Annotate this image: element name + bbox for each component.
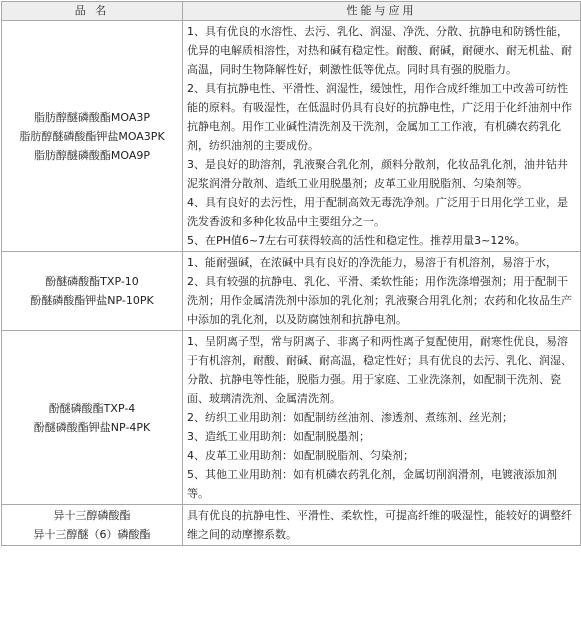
description-paragraph: 4、具有良好的去污性，用于配制高效无毒洗净剂。广泛用于日用化学工业，是洗发香波和多种化妆品中主要组分之一。 [187, 196, 568, 228]
product-name: 脂肪醇醚磷酸酯MOA9P [33, 148, 151, 162]
description-paragraph: 3、是良好的助溶剂，乳液聚合乳化剂，颜料分散剂，化妆品乳化剂，油井钻井泥浆润滑分散剂、造纸工业用脱墨剂；皮革工业用脱脂剂、匀染剂等。 [187, 158, 568, 190]
header-performance-application: 性能与应用 [183, 2, 581, 21]
table-row [2, 252, 581, 331]
product-name: 异十三醇醚（6）磷酸酯 [33, 528, 151, 541]
product-names-cell [2, 252, 183, 331]
description-cell [183, 252, 581, 331]
product-name: 酚醚磷酸酯TXP-4 [48, 401, 136, 415]
description-cell [183, 505, 581, 546]
table-row [2, 21, 581, 252]
description-paragraph: 2、具有较强的抗静电、乳化、平滑、柔软性能；用作洗涤增强剂；用于配制干洗剂；用作金属清洗剂中添加的乳化剂；乳液聚合用乳化剂；农药和化妆品生产中添加的乳化剂，以及防腐蚀剂和抗静电剂。 [187, 275, 572, 326]
description-cell [183, 331, 581, 505]
description-paragraph: 2、纺织工业用助剂：如配制纺丝油剂、渗透剂、煮练剂、丝光剂； [187, 411, 513, 424]
description-paragraph: 1、呈阴离子型，常与阴离子、非离子和两性离子复配使用，耐寒性优良，易溶于有机溶剂，耐酸、耐碱、耐高温，稳定性好；具有优良的去污、乳化、润湿、分散、抗静电等性能，脱脂力强。用于家庭、工业洗涤剂，如配制干洗剂、瓷面、玻璃清洗剂、金属清洗剂。 [187, 335, 572, 405]
description-cell [183, 21, 581, 252]
product-names-cell [2, 331, 183, 505]
description-paragraph: 5、其他工业用助剂：如有机磷农药乳化剂，金属切削润滑剂，电镀液添加剂等。 [187, 468, 557, 500]
product-names-cell [2, 505, 183, 546]
description-paragraph: 1、具有优良的水溶性、去污、乳化、润湿、净洗、分散、抗静电和防锈性能，优异的电解质相溶性，对热和碱有稳定性。耐酸、耐碱，耐硬水、耐无机盐、耐高温，同时生物降解性好，刺激性低等优点。同时具有强的脱脂力。 [187, 25, 572, 76]
description-paragraph: 4、皮革工业用助剂：如配制脱脂剂、匀染剂； [187, 449, 414, 462]
header-product-name: 品 名 [2, 2, 183, 21]
product-name: 酚醚磷酸酯钾盐NP-4PK [33, 420, 151, 434]
product-name: 酚醚磷酸酯TXP-10 [45, 275, 139, 288]
description-paragraph: 5、在PH值6~7左右可获得较高的活性和稳定性。推荐用量3~12%。 [187, 234, 526, 247]
description-paragraph: 3、造纸工业用助剂：如配制脱墨剂； [187, 430, 370, 443]
header-row [2, 2, 581, 21]
description-paragraph: 具有优良的抗静电性、平滑性、柔软性，可提高纤维的吸湿性，能较好的调整纤维之间的动摩擦系数。 [187, 509, 572, 541]
product-table [1, 1, 581, 546]
description-paragraph: 1、能耐强碱，在浓碱中具有良好的净洗能力，易溶于有机溶剂，易溶于水， [187, 256, 557, 269]
table-row [2, 505, 581, 546]
table-row [2, 331, 581, 505]
description-paragraph: 2、具有抗静电性、平滑性、润湿性，缓蚀性，用作合成纤维加工中改善可纺性能的原料。有吸湿性，在低温时仍具有良好的抗静电性，广泛用于化纤油剂中作抗静电剂。用作工业碱性清洗剂及干洗剂，金属加工工作液，有机磷农药乳化剂，纺织油剂的主要成份。 [187, 82, 572, 152]
product-name: 酚醚磷酸酯钾盐NP-10PK [30, 294, 154, 307]
product-name: 脂肪醇醚磷酸酯钾盐MOA3PK [19, 129, 165, 143]
product-name: 脂肪醇醚磷酸酯MOA3P [33, 110, 151, 124]
product-name: 异十三醇磷酸酯 [53, 509, 131, 522]
product-names-cell [2, 21, 183, 252]
